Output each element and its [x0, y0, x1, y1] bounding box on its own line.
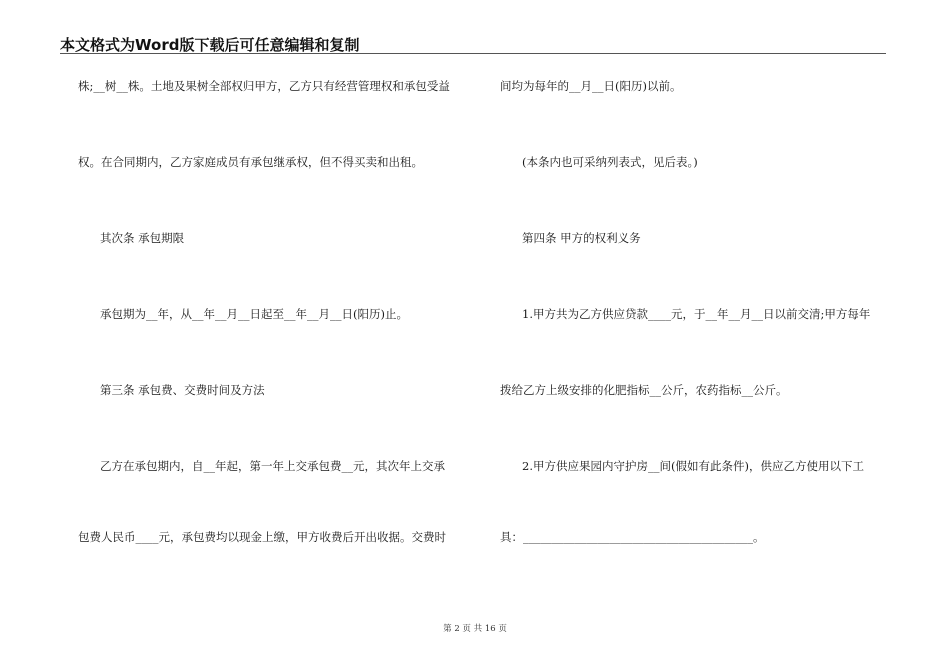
left-line-2: 权。在合同期内，乙方家庭成员有承包继承权，但不得买卖和出租。: [78, 155, 423, 169]
right-heading-rights: 第四条 甲方的权利义务: [522, 231, 641, 245]
right-line-1: 间均为每年的__月__日(阳历)以前。: [500, 79, 682, 93]
left-line-1: 株;__树__株。土地及果树全部权归甲方，乙方只有经营管理权和承包受益: [78, 79, 450, 93]
left-line-7: 包费人民币____元，承包费均以现金上缴，甲方收费后开出收据。交费时: [78, 530, 446, 544]
right-line-6: 2.甲方供应果园内守护房__间(假如有此条件)，供应乙方使用以下工: [522, 459, 864, 473]
right-line-5: 拨给乙方上级安排的化肥指标__公斤，农药指标__公斤。: [500, 383, 788, 397]
right-line-4: 1.甲方共为乙方供应贷款____元，于__年__月__日以前交清;甲方每年: [522, 307, 871, 321]
header-divider: [60, 53, 886, 54]
right-line-7: 具：________________________________________。: [500, 530, 765, 544]
left-heading-term: 其次条 承包期限: [100, 231, 185, 245]
left-line-6: 乙方在承包期内，自__年起，第一年上交承包费__元，其次年上交承: [100, 459, 445, 473]
page-number-footer: 第 2 页 共 16 页: [443, 624, 507, 634]
left-heading-fee: 第三条 承包费、交费时间及方法: [100, 383, 265, 397]
left-line-4: 承包期为__年，从__年__月__日起至__年__月__日(阳历)止。: [100, 307, 408, 321]
right-line-2: (本条内也可采纳列表式，见后表。): [522, 155, 698, 169]
document-header-title: 本文格式为Word版下载后可任意编辑和复制: [60, 36, 360, 54]
